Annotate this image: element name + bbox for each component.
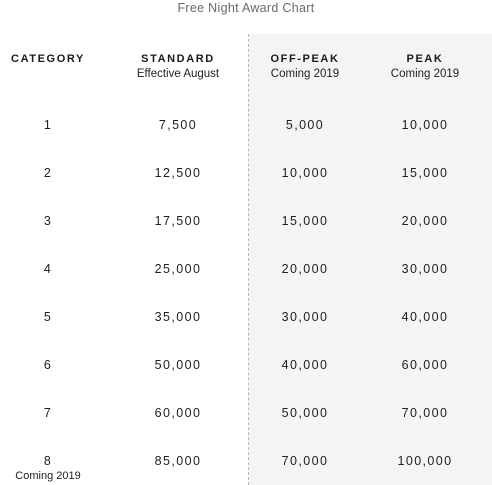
- offpeak-cell: 40,000: [281, 358, 329, 372]
- column-divider: [248, 34, 249, 485]
- standard-cell: 85,000: [154, 454, 202, 468]
- category-cell: 1: [43, 118, 53, 132]
- header-offpeak: [250, 52, 360, 82]
- category-note: Coming 2019: [15, 470, 81, 482]
- category-cell: 6: [43, 358, 53, 372]
- peak-cell: 30,000: [401, 262, 449, 276]
- peak-cell: 10,000: [401, 118, 449, 132]
- header-peak-sub: Coming 2019: [390, 68, 460, 80]
- offpeak-cell: 30,000: [281, 310, 329, 324]
- offpeak-cell: 50,000: [281, 406, 329, 420]
- peak-cell: 60,000: [401, 358, 449, 372]
- category-cell: 3: [43, 214, 53, 228]
- header-peak-label: PEAK: [406, 53, 444, 65]
- standard-cell: 35,000: [154, 310, 202, 324]
- cropped-footnote: [355, 476, 455, 485]
- standard-cell: 60,000: [154, 406, 202, 420]
- offpeak-cell: 70,000: [281, 454, 329, 468]
- peak-cell: 40,000: [401, 310, 449, 324]
- peak-cell: 15,000: [401, 166, 449, 180]
- standard-cell: 25,000: [154, 262, 202, 276]
- standard-cell: 7,500: [158, 118, 198, 132]
- header-peak: [370, 52, 480, 82]
- peak-cell: 100,000: [397, 454, 453, 468]
- category-cell: 8: [43, 454, 53, 468]
- peak-cell: 70,000: [401, 406, 449, 420]
- category-cell: 5: [43, 310, 53, 324]
- category-cell: 7: [43, 406, 53, 420]
- standard-cell: 17,500: [154, 214, 202, 228]
- page-title: Free Night Award Chart: [177, 1, 315, 15]
- category-cell: 4: [43, 262, 53, 276]
- offpeak-cell: 10,000: [281, 166, 329, 180]
- header-offpeak-label: OFF-PEAK: [270, 53, 340, 65]
- offpeak-cell: 15,000: [281, 214, 329, 228]
- header-standard-sub: Effective August: [136, 68, 220, 80]
- header-category-label: CATEGORY: [11, 53, 85, 65]
- offpeak-cell: 5,000: [285, 118, 325, 132]
- header-standard: [118, 52, 238, 82]
- offpeak-cell: 20,000: [281, 262, 329, 276]
- header-offpeak-sub: Coming 2019: [270, 68, 340, 80]
- standard-cell: 12,500: [154, 166, 202, 180]
- peak-cell: 20,000: [401, 214, 449, 228]
- category-cell: 2: [43, 166, 53, 180]
- standard-cell: 50,000: [154, 358, 202, 372]
- header-category: [0, 52, 96, 66]
- header-standard-label: STANDARD: [141, 53, 215, 65]
